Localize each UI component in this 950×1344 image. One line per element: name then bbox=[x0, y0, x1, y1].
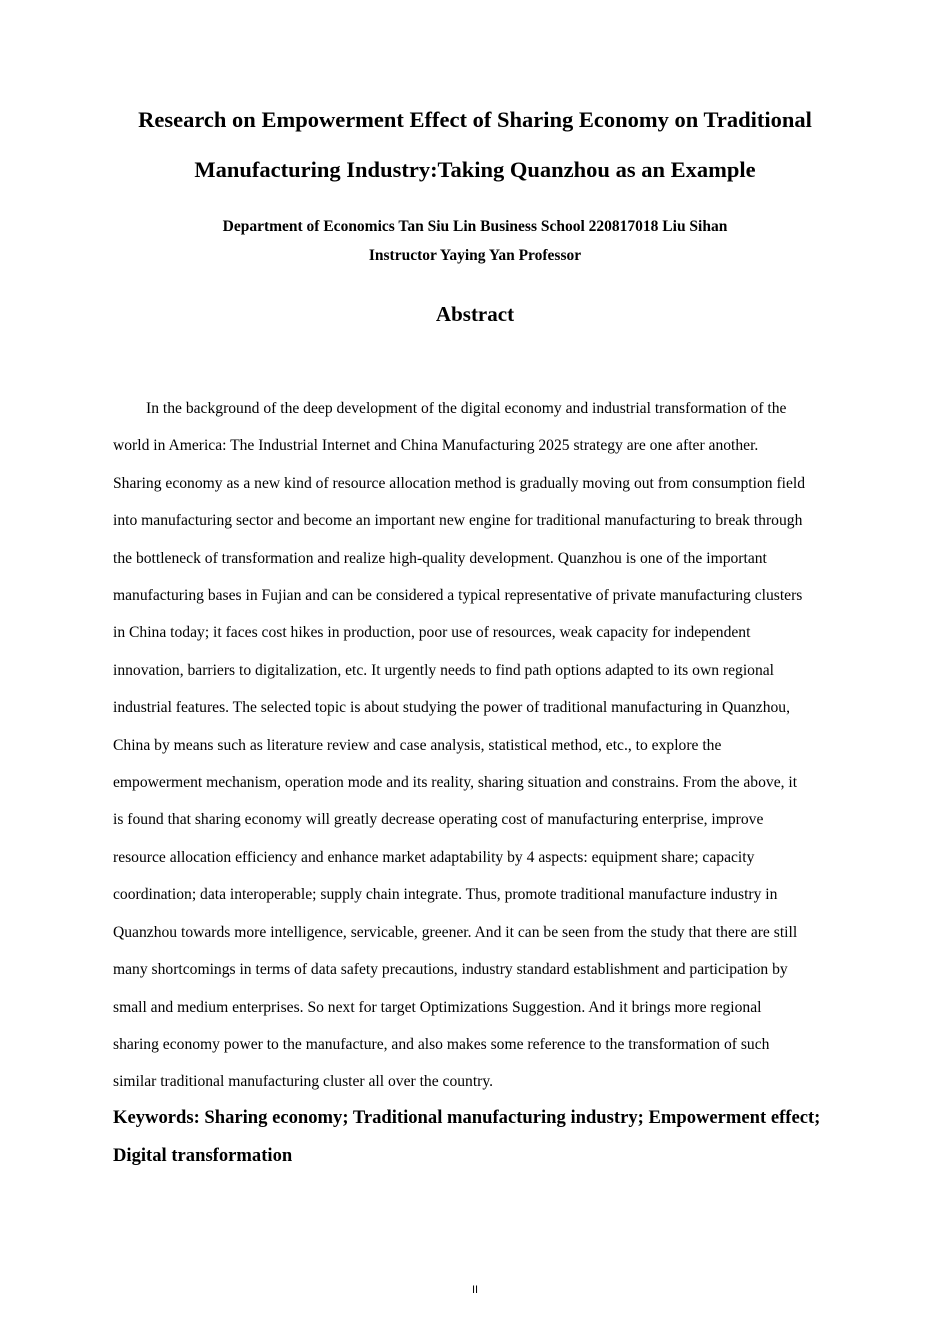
keywords-block bbox=[113, 1099, 873, 1174]
title-line: Manufacturing Industry:Taking Quanzhou as an Example bbox=[194, 157, 756, 182]
abstract-line: empowerment mechanism, operation mode and its reality, sharing situation and constrains. From the above, it bbox=[113, 774, 798, 792]
abstract-line: in China today; it faces cost hikes in production, poor use of resources, weak capacity for independent bbox=[113, 624, 751, 642]
abstract-line: small and medium enterprises. So next for target Optimizations Suggestion. And it brings more regional bbox=[113, 998, 762, 1016]
abstract-paragraph bbox=[113, 390, 873, 1101]
abstract-heading: Abstract bbox=[435, 302, 515, 326]
abstract-line: many shortcomings in terms of data safety precautions, industry standard establishment and participation by bbox=[113, 961, 788, 979]
abstract-line: into manufacturing sector and become an important new engine for traditional manufacturing to break through bbox=[113, 512, 803, 530]
abstract-line: world in America: The Industrial Internet and China Manufacturing 2025 strategy are one after another. bbox=[113, 437, 759, 455]
paper-title bbox=[60, 95, 890, 195]
abstract-line: Quanzhou towards more intelligence, servicable, greener. And it can be seen from the study that there are still bbox=[113, 923, 798, 941]
instructor-line: Instructor Yaying Yan Professor bbox=[368, 247, 582, 264]
abstract-line: resource allocation efficiency and enhance market adaptability by 4 aspects: equipment share; capacity bbox=[113, 848, 755, 866]
abstract-line: Sharing economy as a new kind of resource allocation method is gradually moving out from consumption field bbox=[113, 474, 806, 492]
abstract-line: coordination; data interoperable; supply chain integrate. Thus, promote traditional manufacture industry in bbox=[113, 886, 778, 904]
keywords-line: Keywords: Sharing economy; Traditional manufacturing industry; Empowerment effect; bbox=[113, 1107, 821, 1128]
abstract-line: the bottleneck of transformation and realize high-quality development. Quanzhou is one of the important bbox=[113, 549, 767, 567]
abstract-line: In the background of the deep development of the digital economy and industrial transformation of the bbox=[146, 400, 787, 417]
page-number: II bbox=[471, 1284, 479, 1296]
abstract-line: China by means such as literature review and case analysis, statistical method, etc., to explore the bbox=[113, 736, 722, 754]
keywords-line: Digital transformation bbox=[113, 1144, 293, 1166]
abstract-line: industrial features. The selected topic is about studying the power of traditional manufacturing in Quanzhou, bbox=[113, 699, 790, 717]
author-block bbox=[60, 212, 890, 270]
abstract-line: manufacturing bases in Fujian and can be considered a typical representative of private manufacturing clusters bbox=[113, 587, 803, 605]
title-line: Research on Empowerment Effect of Sharing Economy on Traditional bbox=[138, 107, 812, 132]
abstract-line: similar traditional manufacturing cluster all over the country. bbox=[113, 1073, 494, 1091]
abstract-line: innovation, barriers to digitalization, etc. It urgently needs to find path options adapted to its own regional bbox=[113, 661, 774, 679]
abstract-line: sharing economy power to the manufacture, and also makes some reference to the transformation of such bbox=[113, 1035, 770, 1053]
abstract-line: is found that sharing economy will greatly decrease operating cost of manufacturing enterprise, improve bbox=[113, 811, 764, 829]
author-affiliation: Department of Economics Tan Siu Lin Business School 220817018 Liu Sihan bbox=[222, 218, 728, 235]
